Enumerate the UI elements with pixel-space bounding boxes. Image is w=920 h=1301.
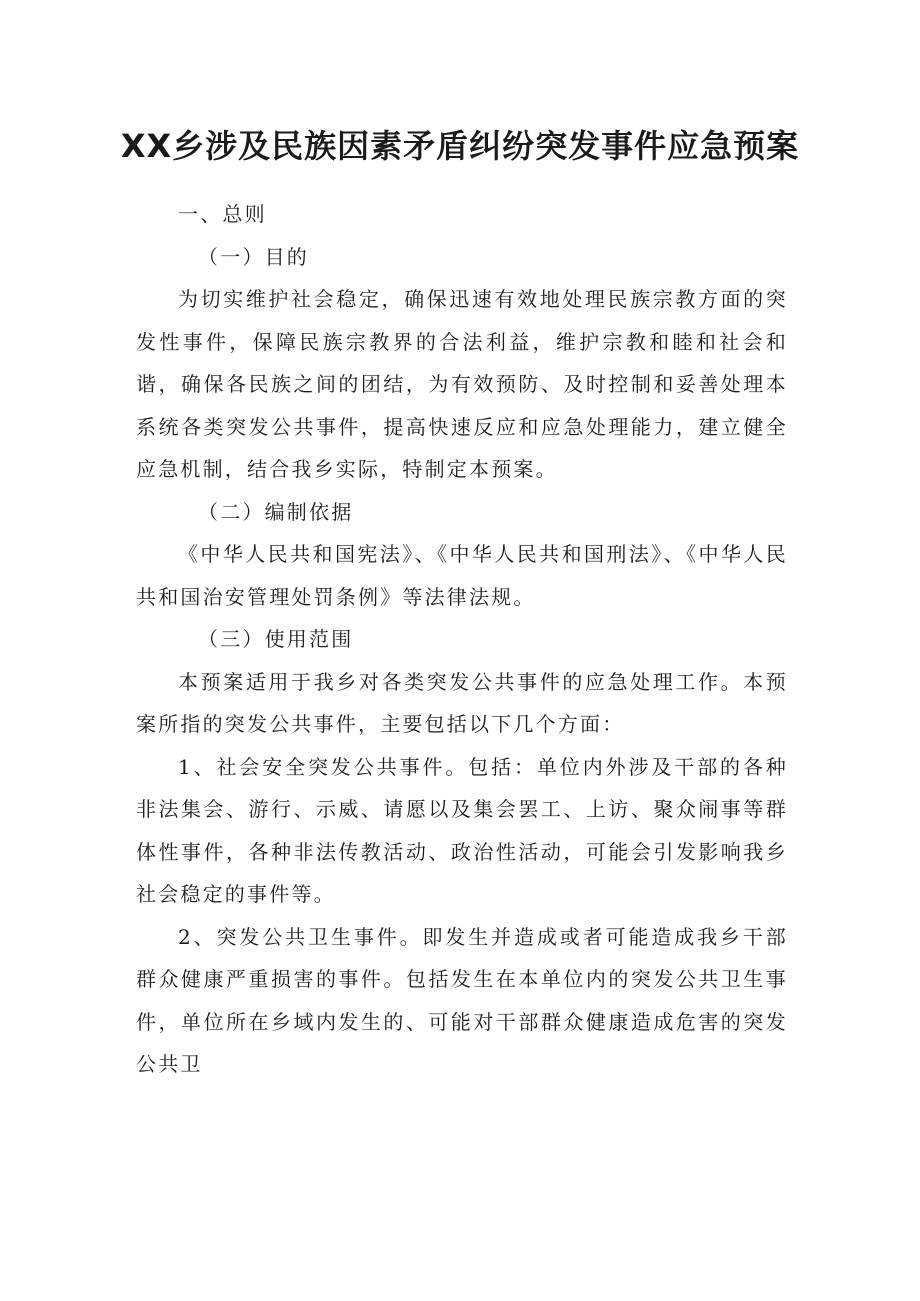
paragraph-item-1: 1、社会安全突发公共事件。包括：单位内外涉及干部的各种非法集会、游行、示威、请愿以及集会罢工、上访、聚众闹事等群体性事件，各种非法传教活动、政治性活动，可能会引发影响我乡社会稳定的事件等。 <box>136 754 788 906</box>
document-body <box>136 193 788 1086</box>
subsection-heading-purpose: （一）目的 <box>198 244 309 269</box>
document-title: XX乡涉及民族因素矛盾纠纷突发事件应急预案 <box>120 127 800 165</box>
paragraph-purpose: 为切实维护社会稳定，确保迅速有效地处理民族宗教方面的突发性事件，保障民族宗教界的合法利益，维护宗教和睦和社会和谐，确保各民族之间的团结，为有效预防、及时控制和妥善处理本系统各类突发公共事件，提高快速反应和应急处理能力，建立健全应急机制，结合我乡实际，特制定本预案。 <box>136 287 788 481</box>
paragraph-item-2: 2、突发公共卫生事件。即发生并造成或者可能造成我乡干部群众健康严重损害的事件。包括发生在本单位内的突发公共卫生事件，单位所在乡域内发生的、可能对干部群众健康造成危害的突发公共卫 <box>136 924 788 1076</box>
section-heading-general: 一、总则 <box>178 202 267 226</box>
subsection-heading-scope: （三）使用范围 <box>198 627 354 651</box>
paragraph-scope: 本预案适用于我乡对各类突发公共事件的应急处理工作。本预案所指的突发公共事件，主要包括以下几个方面： <box>136 669 788 736</box>
subsection-heading-basis: （二）编制依据 <box>198 499 354 524</box>
paragraph-basis: 《中华人民共和国宪法》、《中华人民共和国刑法》、《中华人民共和国治安管理处罚条例》等法律法规。 <box>136 542 788 609</box>
